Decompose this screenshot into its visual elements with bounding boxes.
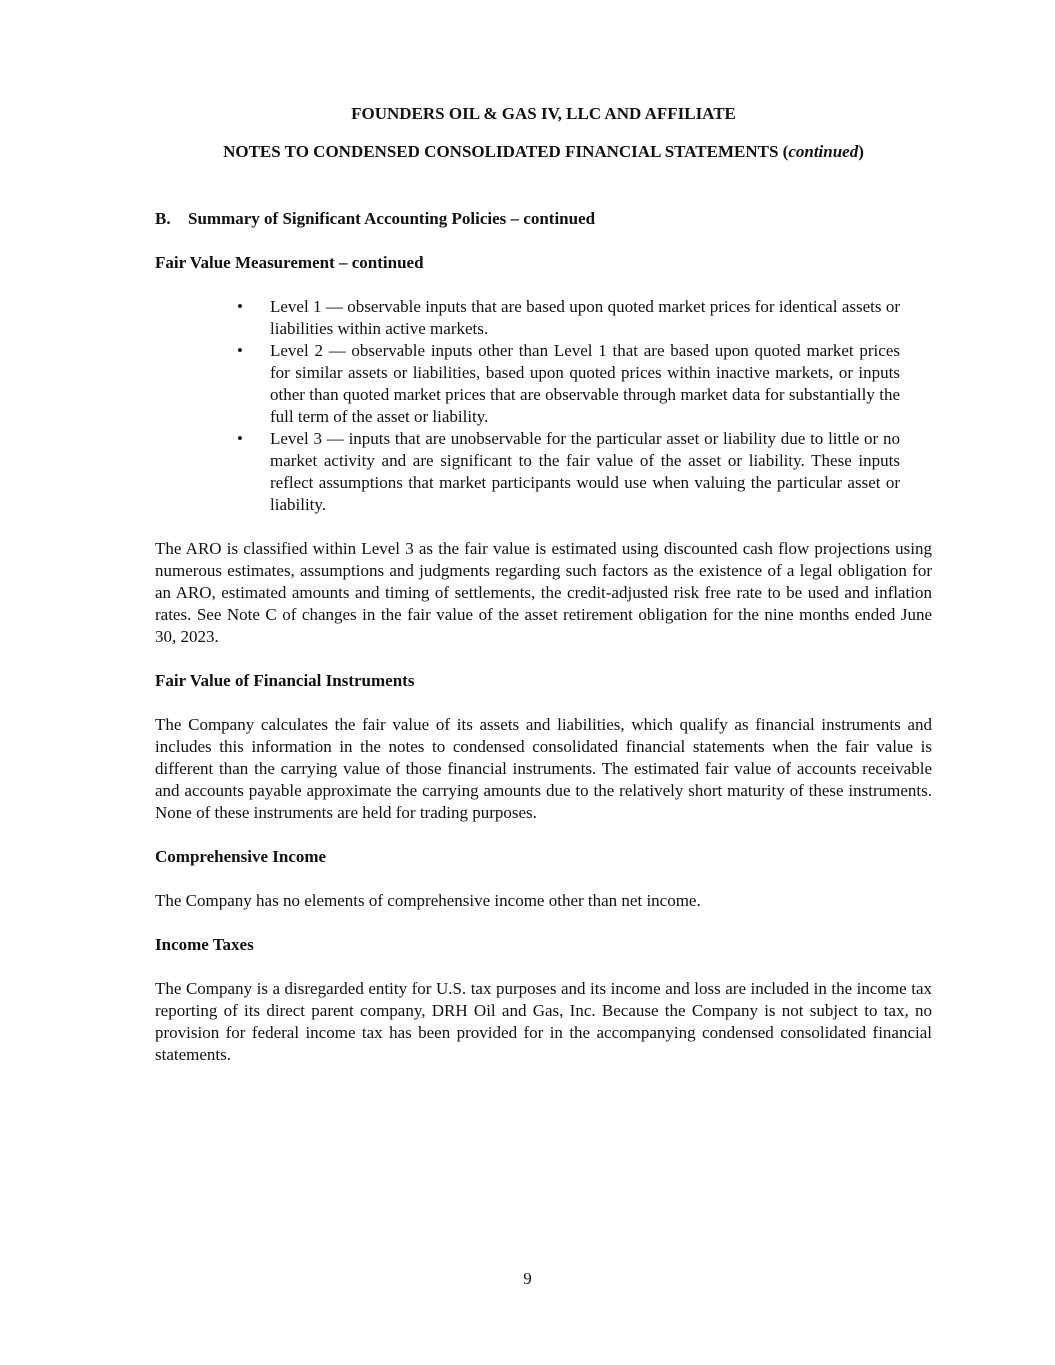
page-content xyxy=(155,103,932,1066)
list-item xyxy=(237,428,932,516)
aro-paragraph: The ARO is classified within Level 3 as the fair value is estimated using discounted cash flow projections using numerous estimates, assumptions and judgments regarding such factors as the existence of a legal obligation for an ARO, estimated amounts and timing of settlements, the credit-adjusted risk free rate to be used and inflation rates. See Note C of changes in the fair value of the asset retirement obligation for the nine months ended June 30, 2023. xyxy=(155,539,932,646)
document-title xyxy=(155,141,932,163)
bullet-icon: • xyxy=(237,429,243,448)
comprehensive-income-paragraph: The Company has no elements of comprehensive income other than net income. xyxy=(155,891,701,910)
fair-value-measurement-heading: Fair Value Measurement – continued xyxy=(155,253,424,272)
bullet-icon: • xyxy=(237,341,243,360)
level-1-text: Level 1 — observable inputs that are based upon quoted market prices for identical assets or liabilities within active markets. xyxy=(270,297,900,338)
income-taxes-paragraph: The Company is a disregarded entity for U.S. tax purposes and its income and loss are included in the income tax reporting of its direct parent company, DRH Oil and Gas, Inc. Because the Company is not subject to tax, no provision for federal income tax has been provided for in the accompanying condensed consolidated financial statements. xyxy=(155,979,932,1064)
comprehensive-income-heading: Comprehensive Income xyxy=(155,847,327,866)
fair-value-instruments-paragraph: The Company calculates the fair value of its assets and liabilities, which qualify as financial instruments and includes this information in the notes to condensed consolidated financial statements when the fair value is different than the carrying value of those financial instruments. The estimated fair value of accounts receivable and accounts payable approximate the carrying amounts due to the relatively short maturity of these instruments. None of these instruments are held for trading purposes. xyxy=(155,715,932,822)
list-item xyxy=(237,340,932,428)
level-3-text: Level 3 — inputs that are unobservable for the particular asset or liability due to little or no market activity and are significant to the fair value of the asset or liability. These inputs reflect assumptions that market participants would use when valuing the particular asset or liability. xyxy=(270,429,900,514)
section-b-heading xyxy=(155,208,932,230)
section-b-title: Summary of Significant Accounting Policies – continued xyxy=(188,209,596,228)
document-title-continued: continued xyxy=(788,142,859,161)
income-taxes-heading: Income Taxes xyxy=(155,935,254,954)
document-title-prefix: NOTES TO CONDENSED CONSOLIDATED FINANCIAL STATEMENTS ( xyxy=(223,142,789,161)
section-b-label: B. xyxy=(155,209,171,228)
page-number: 9 xyxy=(523,1269,532,1288)
fair-value-instruments-heading: Fair Value of Financial Instruments xyxy=(155,671,415,690)
fair-value-levels-list xyxy=(237,296,932,516)
list-item xyxy=(237,296,932,340)
level-2-text: Level 2 — observable inputs other than Level 1 that are based upon quoted market prices for similar assets or liabilities, based upon quoted prices within inactive markets, or inputs other than quoted market prices that are observable through market data for substantially the full term of the asset or liability. xyxy=(270,341,900,426)
company-title: FOUNDERS OIL & GAS IV, LLC AND AFFILIATE xyxy=(351,104,736,123)
bullet-icon: • xyxy=(237,297,243,316)
document-title-suffix: ) xyxy=(858,142,864,161)
